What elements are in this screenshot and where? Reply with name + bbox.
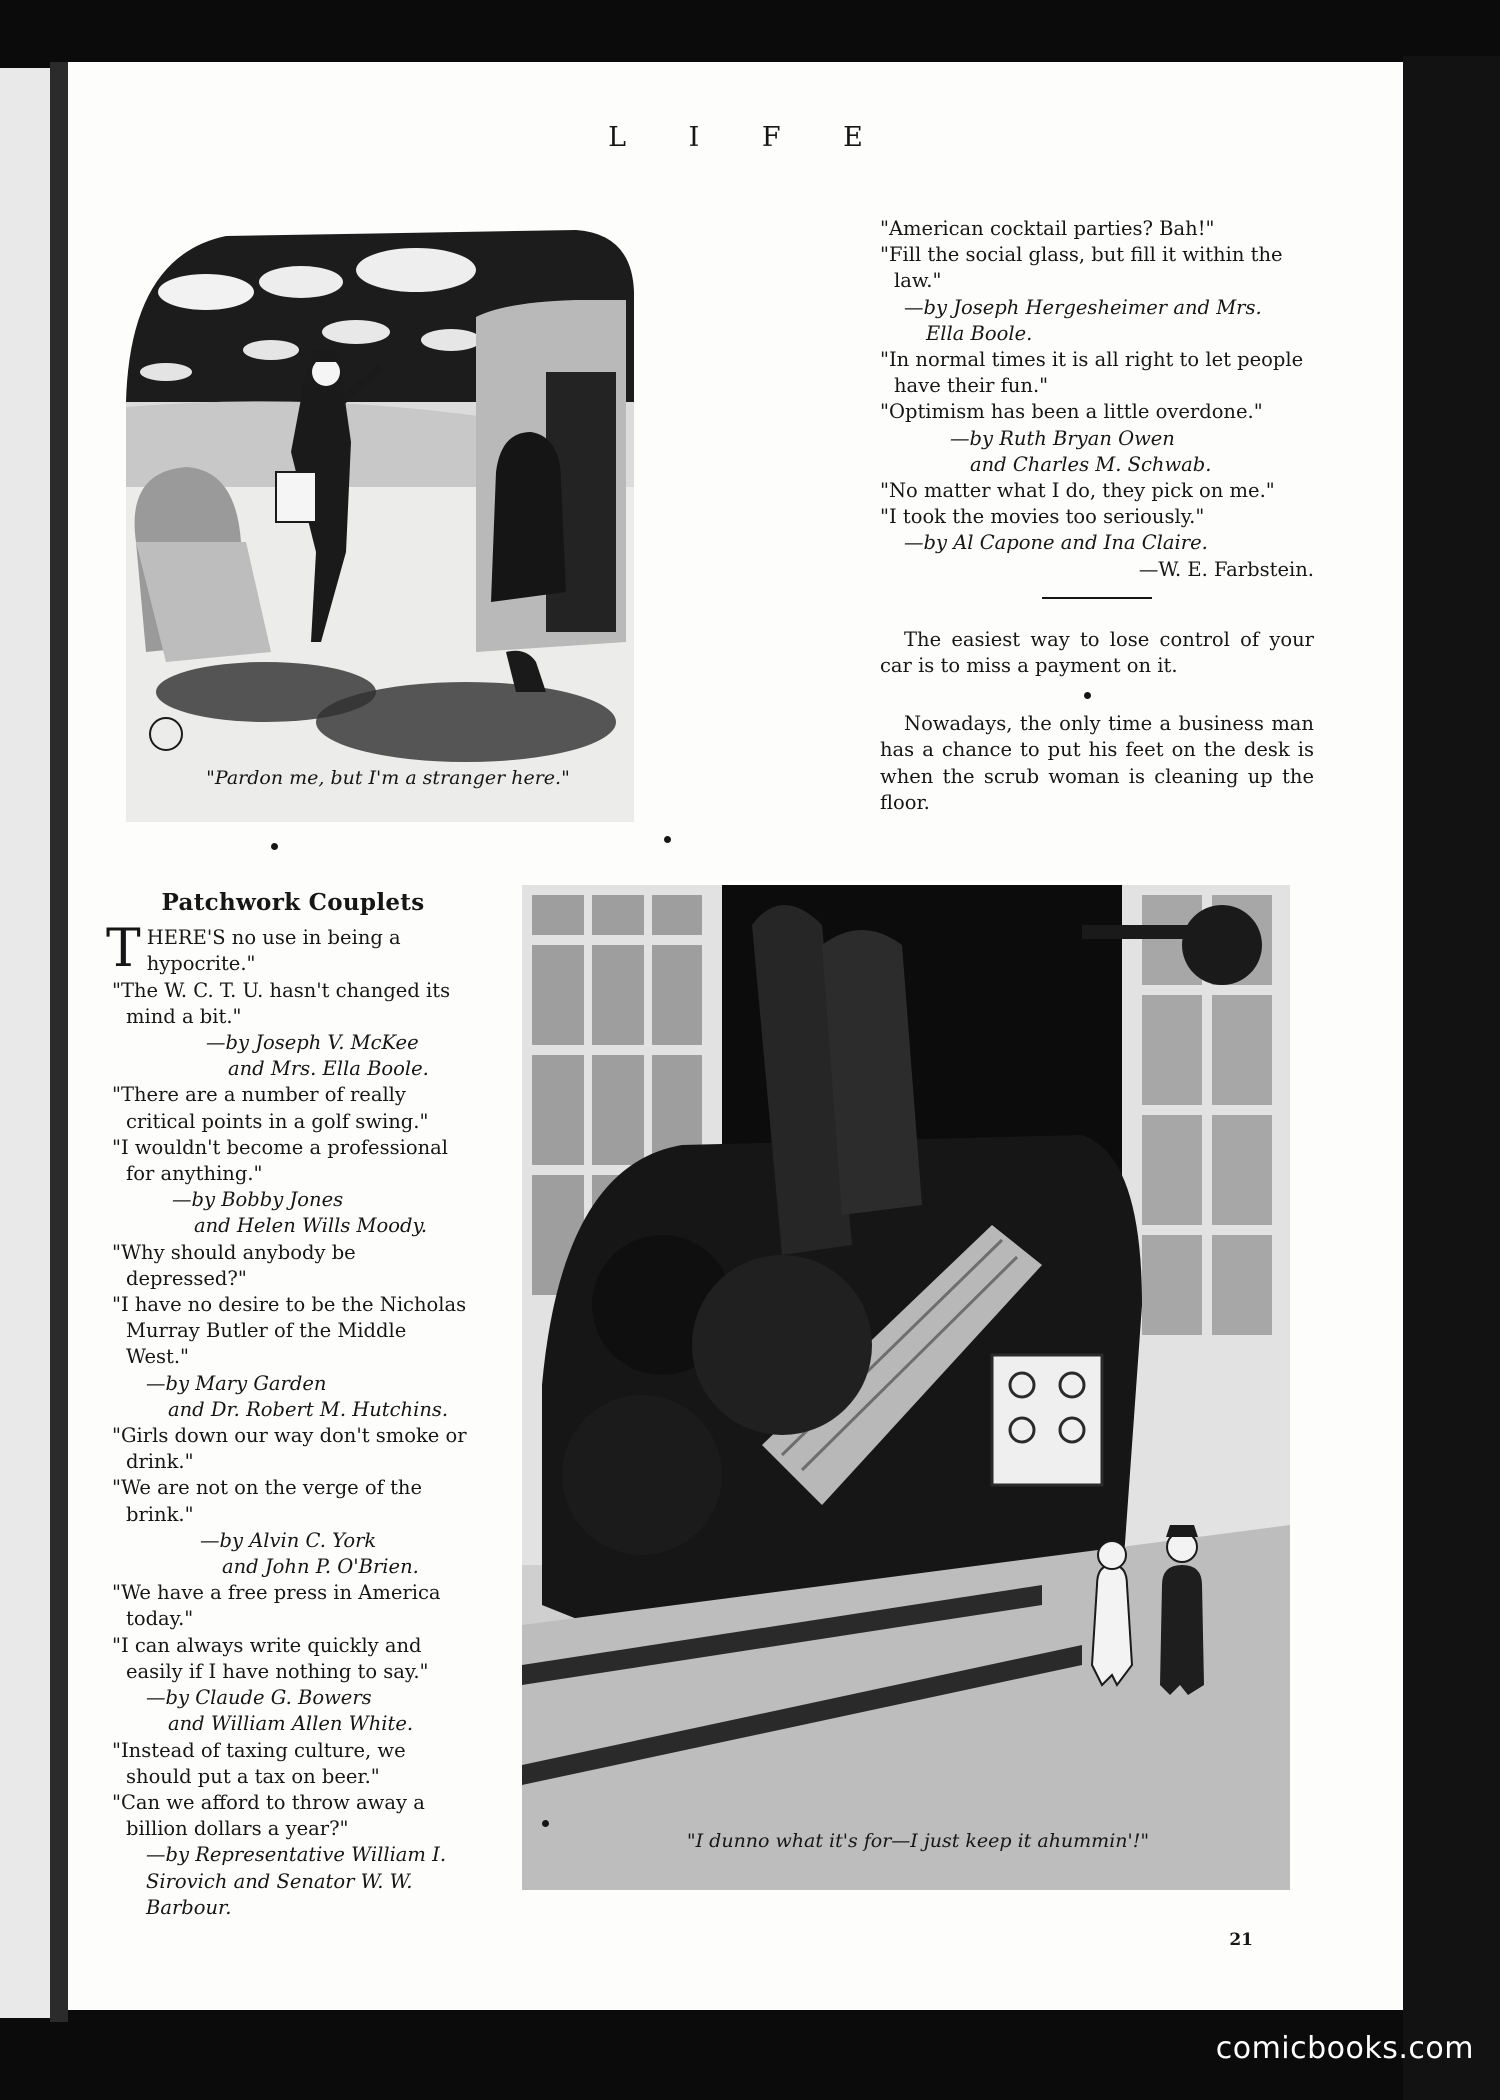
magazine-page (68, 62, 1403, 2010)
quote: "Why should anybody be depressed?" (112, 1240, 356, 1290)
cartoon-stranger-caption: "Pardon me, but I'm a stranger here." (206, 767, 570, 789)
credit-line: —by Joseph Hergesheimer and Mrs. (904, 295, 1262, 319)
author-signoff: —W. E. Farbstein. (1138, 557, 1314, 581)
quote: "American cocktail parties? Bah!" (880, 217, 1215, 240)
quote: "I took the movies too seriously." (880, 505, 1205, 529)
drop-cap: T (106, 919, 141, 980)
section-heading: Patchwork Couplets (161, 889, 425, 916)
credit-line: —by Bobby Jones (172, 1188, 344, 1212)
credit: —by Al Capone and Ina Claire. (904, 531, 1208, 555)
watermark: comicbooks.com (1215, 2031, 1474, 2066)
cartoon-stranger (106, 222, 658, 822)
cartoon-machine-caption: "I dunno what it's for—I just keep it ahummin'!" (686, 1830, 1150, 1852)
quote: "Girls down our way don't smoke or drink." (112, 1424, 467, 1474)
joke: Nowadays, the only time a business man has a chance to put his feet on the desk is when the scrub woman is cleaning up the floor. (880, 712, 1314, 814)
credit (880, 426, 1314, 478)
quote: "Optimism has been a little overdone." (880, 400, 1263, 424)
quote: "The W. C. T. U. hasn't changed its mind a bit." (112, 978, 451, 1028)
adjacent-page-edge (0, 68, 50, 2018)
patchwork-couplets (106, 889, 474, 1921)
cartoon-machine (522, 885, 1290, 1890)
quote: "I have no desire to be the Nicholas Murray Butler of the Middle West." (112, 1293, 467, 1369)
right-column (880, 216, 1314, 816)
scan-border (1403, 56, 1500, 2100)
quote: "No matter what I do, they pick on me." (880, 479, 1275, 503)
quote: "Instead of taxing culture, we should put a tax on beer." (112, 1738, 406, 1788)
joke: The easiest way to lose control of your car is to miss a payment on it. (880, 627, 1314, 678)
bullet-separator (1084, 692, 1091, 699)
bullet-separator (664, 836, 671, 843)
section-rule (1042, 597, 1152, 599)
separator (880, 679, 1314, 711)
quote: "We are not on the verge of the brink." (112, 1476, 423, 1526)
quote: "There are a number of really critical points in a golf swing." (112, 1083, 429, 1133)
credit-line: —by Ruth Bryan Owen (950, 426, 1175, 450)
credit-line: and Charles M. Schwab. (970, 452, 1212, 476)
quote: "Fill the social glass, but fill it within the law." (880, 243, 1283, 293)
credit-line: —by Alvin C. York (200, 1528, 377, 1552)
quote: "Can we afford to throw away a billion dollars a year?" (112, 1790, 425, 1841)
credit-line: and John P. O'Brien. (222, 1555, 419, 1579)
quote: "I wouldn't become a professional for anything." (112, 1135, 448, 1186)
credit-line: Ella Boole. (926, 321, 1033, 345)
credit (112, 1371, 474, 1423)
bullet-separator (542, 1820, 549, 1827)
quote-text: HERE'S no use in being a hypocrite." (146, 926, 401, 976)
cartoon-stranger-illustration (106, 222, 658, 822)
page-number: 21 (1229, 1930, 1253, 1950)
credit (112, 1030, 474, 1082)
masthead: L I F E (608, 122, 890, 153)
quote: "I can always write quickly and easily if I have nothing to say." (112, 1633, 429, 1683)
quote: "In normal times it is all right to let people have their fun." (880, 348, 1304, 398)
credit (112, 1528, 474, 1580)
credit: —by Representative William I. Sirovich and Senator W. W. Barbour. (146, 1843, 447, 1919)
credit-line: and William Allen White. (168, 1712, 414, 1736)
cartoon-machine-illustration (522, 885, 1290, 1890)
credit-line: and Dr. Robert M. Hutchins. (168, 1397, 449, 1421)
binding-gutter (50, 62, 68, 2022)
credit-line: —by Claude G. Bowers (146, 1686, 372, 1710)
credit-line: and Helen Wills Moody. (194, 1214, 428, 1238)
credit-line: —by Mary Garden (146, 1371, 327, 1395)
credit (112, 1685, 474, 1737)
credit-line: and Mrs. Ella Boole. (228, 1057, 429, 1081)
quote (106, 919, 474, 980)
quote: "We have a free press in America today." (112, 1581, 441, 1631)
credit-line: —by Joseph V. McKee (206, 1031, 419, 1055)
credit (880, 295, 1314, 347)
credit (112, 1187, 474, 1239)
bullet-separator (271, 843, 278, 850)
